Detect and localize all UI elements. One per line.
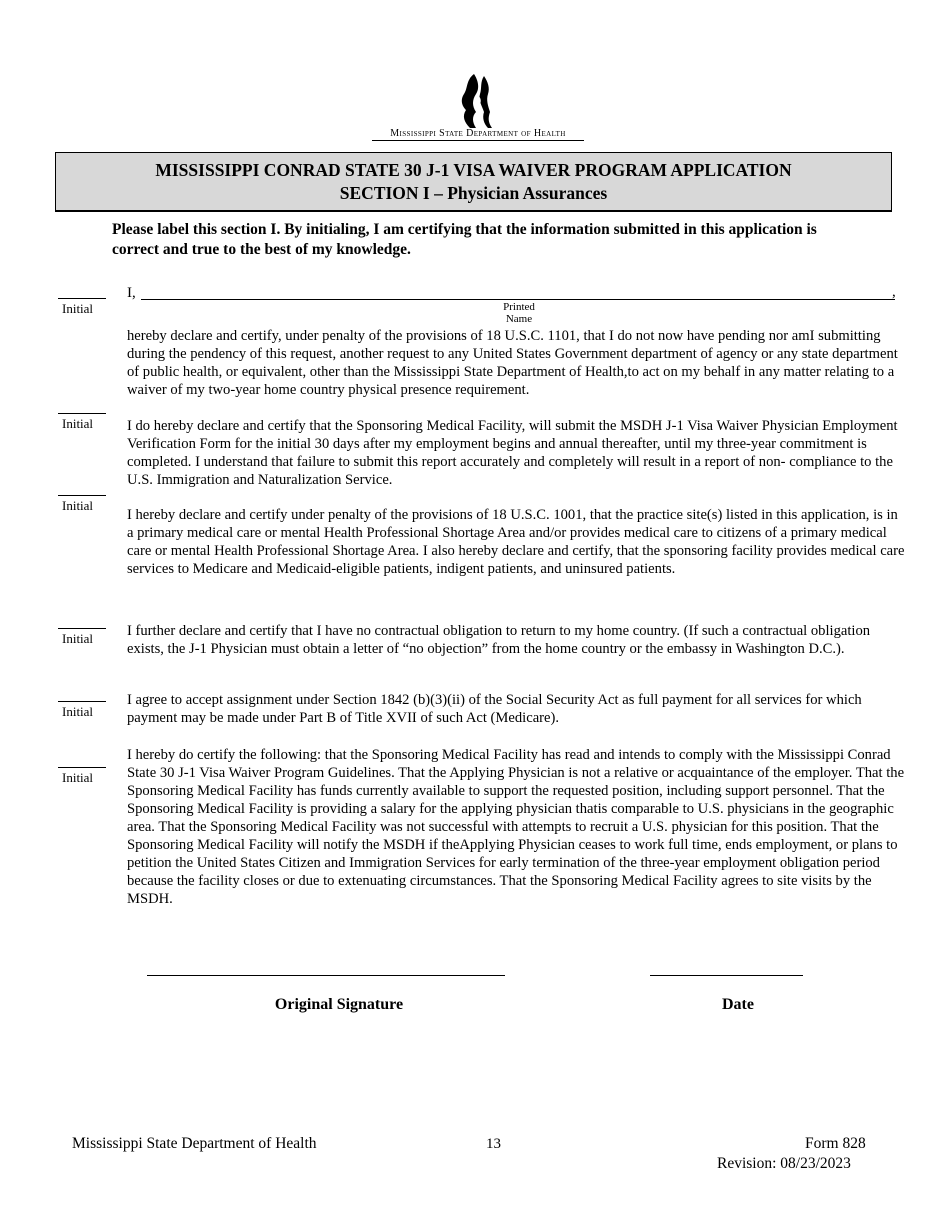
- assurance-paragraph-3: I hereby declare and certify under penalty of the provisions of 18 U.S.C. 1001, that the practice site(s) listed in this application, is in a primary medical care or mental Health Professional Shortage Area and/or provides medical care to citizens of a primary medical care or mental Health Professional Shortage Area. I also hereby declare and certify, that the sponsoring facility provides medical care services to Medicare and Medicaid-eligible patients, indigent patients, and uninsured patients.: [127, 507, 905, 577]
- printed-name-caption: Printed Name: [503, 301, 535, 325]
- assurance-paragraph-5: I agree to accept assignment under Section 1842 (b)(3)(ii) of the Social Security Act as full payment for all services for which payment may be made under Part B of Title XVII of such Act (Medicare).: [127, 692, 862, 726]
- logo-text: Mississippi State Department of Health: [390, 128, 566, 139]
- name-prefix: I,: [127, 285, 136, 301]
- page-number: 13: [486, 1136, 501, 1152]
- intro-text: Please label this section I. By initialing, I am certifying that the information submitted in this application is correct and true to the best of my knowledge.: [112, 221, 817, 258]
- section-subtitle: SECTION I – Physician Assurances: [339, 183, 608, 203]
- initial-label-6: Initial: [62, 770, 94, 785]
- msdh-logo-icon: [452, 72, 504, 130]
- initial-field-1[interactable]: [58, 298, 106, 299]
- initial-label-4: Initial: [62, 631, 94, 646]
- initial-label-3: Initial: [62, 498, 94, 513]
- footer-revision: Revision: 08/23/2023: [717, 1155, 851, 1172]
- signature-field[interactable]: [147, 975, 505, 976]
- initial-label-2: Initial: [62, 416, 94, 431]
- printed-name-field[interactable]: [141, 299, 895, 300]
- footer-form: Form 828: [805, 1135, 866, 1152]
- assurance-paragraph-2: I do hereby declare and certify that the Sponsoring Medical Facility, will submit the MSDH J-1 Visa Waiver Physician Employment Verification Form for the initial 30 days after my employment begins and annual thereafter, until my three-year commitment is completed. I understand that failure to submit this report accurately and completely will result in a report of non- compliance to the U.S. Immigration and Naturalization Service.: [127, 418, 898, 488]
- initial-field-5[interactable]: [58, 701, 106, 702]
- assurance-paragraph-4: I further declare and certify that I have no contractual obligation to return to my home country. (If such a contractual obligation exists, the J-1 Physician must obtain a letter of “no objection” from the home country or the embassy in Washington D.C.).: [127, 623, 871, 657]
- initial-field-2[interactable]: [58, 413, 106, 414]
- date-field[interactable]: [650, 975, 803, 976]
- assurance-paragraph-1: hereby declare and certify, under penalty of the provisions of 18 U.S.C. 1101, that I do not now have pending nor amI submitting during the pendency of this request, another request to any United States Government department of agency or any state department of public health, or equivalent, other than the Mississippi State Department of Health,to act on my behalf in any matter relating to a waiver of my two-year home country physical presence requirement.: [127, 328, 898, 398]
- section-title: MISSISSIPPI CONRAD STATE 30 J-1 VISA WAIVER PROGRAM APPLICATION: [155, 160, 792, 180]
- assurance-paragraph-6: I hereby do certify the following: that the Sponsoring Medical Facility has read and intends to comply with the Mississippi Conrad State 30 J-1 Visa Waiver Program Guidelines. That the Applying Physician is not a relative or acquaintance of the employer. That the Sponsoring Medical Facility has funds currently available to support the requested position, including support personnel. That the Sponsoring Medical Facility is providing a salary for the applying physician thatis comparable to U.S. physicians in the geographic area. That the Sponsoring Medical Facility was not successful with attempts to recruit a U.S. physician for this position. That the Sponsoring Medical Facility will notify the MSDH if theApplying Physician ceases to work full time, ends employment, or plans to petition the United States Citizen and Immigration Services for early termination of the three-year employment obligation period because the facility closes or due to extenuating circumstances. That the Sponsoring Medical Facility agrees to site visits by the MSDH.: [127, 747, 905, 907]
- date-label: Date: [722, 996, 754, 1013]
- msdh-logo: [370, 72, 586, 144]
- initial-field-3[interactable]: [58, 495, 106, 496]
- initial-field-6[interactable]: [58, 767, 106, 768]
- initial-label-5: Initial: [62, 704, 94, 719]
- initial-label-1: Initial: [62, 301, 94, 316]
- initial-field-4[interactable]: [58, 628, 106, 629]
- name-suffix: ,: [892, 284, 896, 300]
- section-header: [55, 152, 892, 212]
- signature-label: Original Signature: [274, 996, 404, 1013]
- footer-org: Mississippi State Department of Health: [72, 1135, 317, 1152]
- logo-rule: [372, 140, 584, 141]
